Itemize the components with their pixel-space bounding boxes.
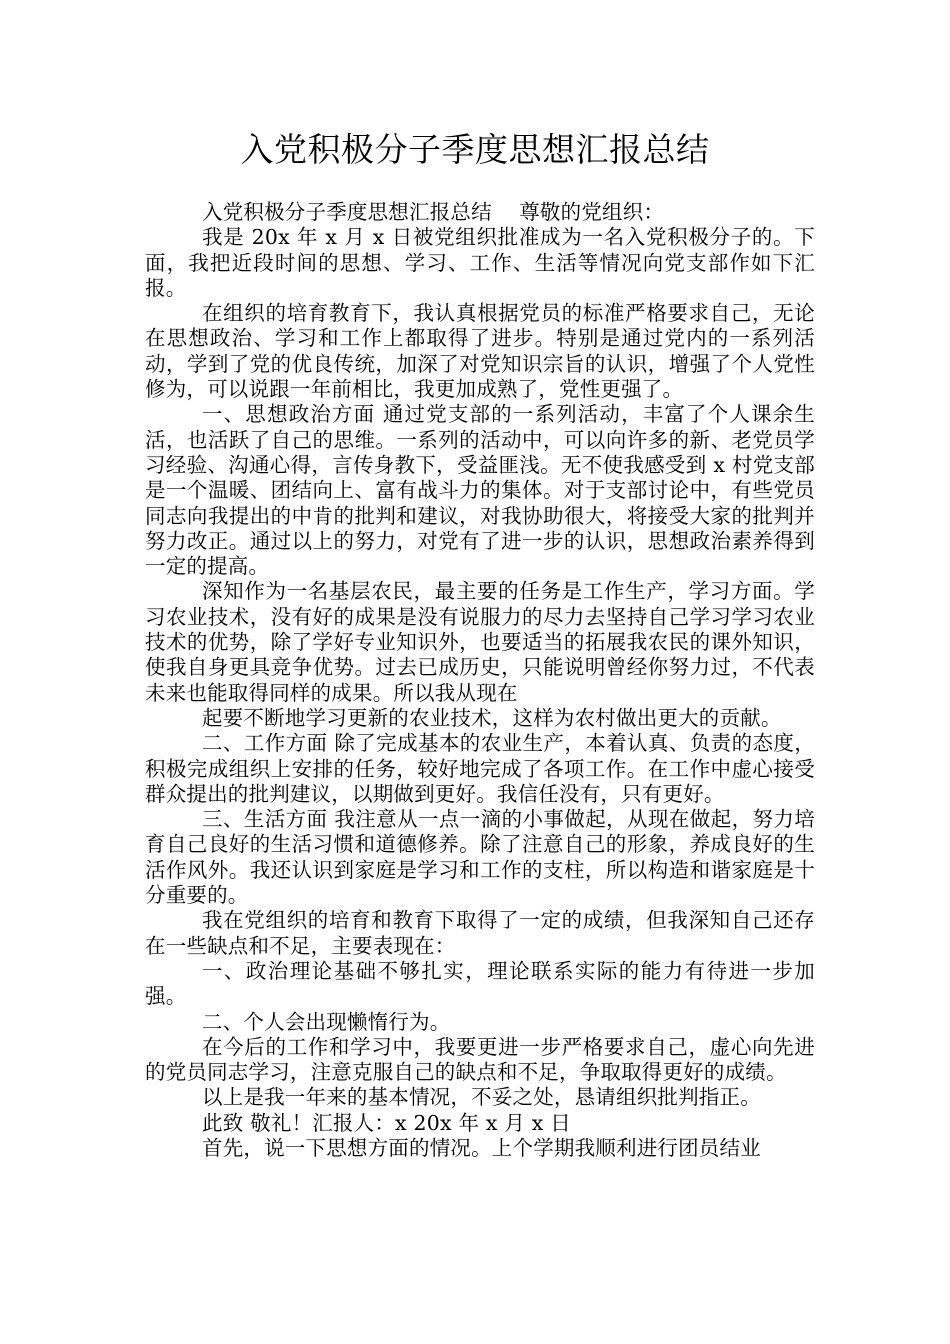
paragraph-shortcoming-1: 一、政治理论基础不够扎实，理论联系实际的能力有待进一步加强。 bbox=[145, 958, 815, 1009]
paragraph-shortcomings-intro: 我在党组织的培育和教育下取得了一定的成绩，但我深知自己还存在一些缺点和不足，主要表现在： bbox=[145, 908, 815, 958]
paragraph-continuation: 首先，说一下思想方面的情况。上个学期我顺利进行团员结业 bbox=[202, 1135, 761, 1160]
paragraph-closing-signature: 此致 敬礼！汇报人：x 20x 年 x 月 x 日 bbox=[202, 1110, 571, 1135]
document-title: 入党积极分子季度思想汇报总结 bbox=[240, 130, 710, 169]
document-body bbox=[145, 200, 815, 1161]
paragraph-future-plan: 在今后的工作和学习中，我要更进一步严格要求自己，虚心向先进的党员同志学习，注意克服自己的缺点和不足，争取取得更好的成绩。 bbox=[145, 1034, 815, 1085]
paragraph-study: 深知作为一名基层农民，最主要的任务是工作生产，学习方面。学习农业技术，没有好的成果是没有说服力的尽力去坚持自己学习学习农业技术的优势，除了学好专业知识外，也要适当的拓展我农民的课外知识，使我自身更具竞争优势。过去已成历史，只能说明曾经你努力过，不代表未来也能取得同样的成果。所以我从现在 bbox=[145, 579, 815, 705]
paragraph-opening: 入党积极分子季度思想汇报总结 尊敬的党组织： bbox=[202, 200, 665, 224]
paragraph-political-thought: 一、思想政治方面 通过党支部的一系列活动，丰富了个人课余生活，也活跃了自己的思维。一系列的活动中，可以向许多的新、老党员学习经验、沟通心得，言传身教下，受益匪浅。无不使我感受到 x 村党支部是一个温暖、团结向上、富有战斗力的集体。对于支部讨论中，有些党员同志向我提出的中肯的批判和建议，对我协助很大，将接受大家的批判并努力改正。通过以上的努力，对党有了进一步的认识，思想政治素养得到一定的提高。 bbox=[145, 402, 815, 579]
paragraph-study-continued: 起要不断地学习更新的农业技术，这样为农村做出更大的贡献。 bbox=[202, 705, 782, 730]
paragraph-life: 三、生活方面 我注意从一点一滴的小事做起，从现在做起，努力培育自己良好的生活习惯和道德修养。除了注意自己的形象，养成良好的生活作风外。我还认识到家庭是学习和工作的支柱，所以构造和谐家庭是十分重要的。 bbox=[145, 807, 815, 908]
paragraph-introduction: 我是 20x 年 x 月 x 日被党组织批准成为一名入党积极分子的。下面，我把近段时间的思想、学习、工作、生活等情况向党支部作如下汇报。 bbox=[145, 225, 815, 300]
paragraph-summary: 以上是我一年来的基本情况，不妥之处，恳请组织批判指正。 bbox=[202, 1085, 761, 1110]
paragraph-work: 二、工作方面 除了完成基本的农业生产，本着认真、负责的态度，积极完成组织上安排的任务，较好地完成了各项工作。在工作中虚心接受群众提出的批判建议，以期做到更好。我信任没有，只有更好。 bbox=[145, 731, 815, 806]
paragraph-overall-progress: 在组织的培育教育下，我认真根据党员的标准严格要求自己，无论在思想政治、学习和工作上都取得了进步。特别是通过党内的一系列活动，学到了党的优良传统，加深了对党知识宗旨的认识，增强了个人党性修为，可以说跟一年前相比，我更加成熟了，党性更强了。 bbox=[145, 301, 815, 402]
paragraph-shortcoming-2: 二、个人会出现懒惰行为。 bbox=[202, 1009, 451, 1034]
